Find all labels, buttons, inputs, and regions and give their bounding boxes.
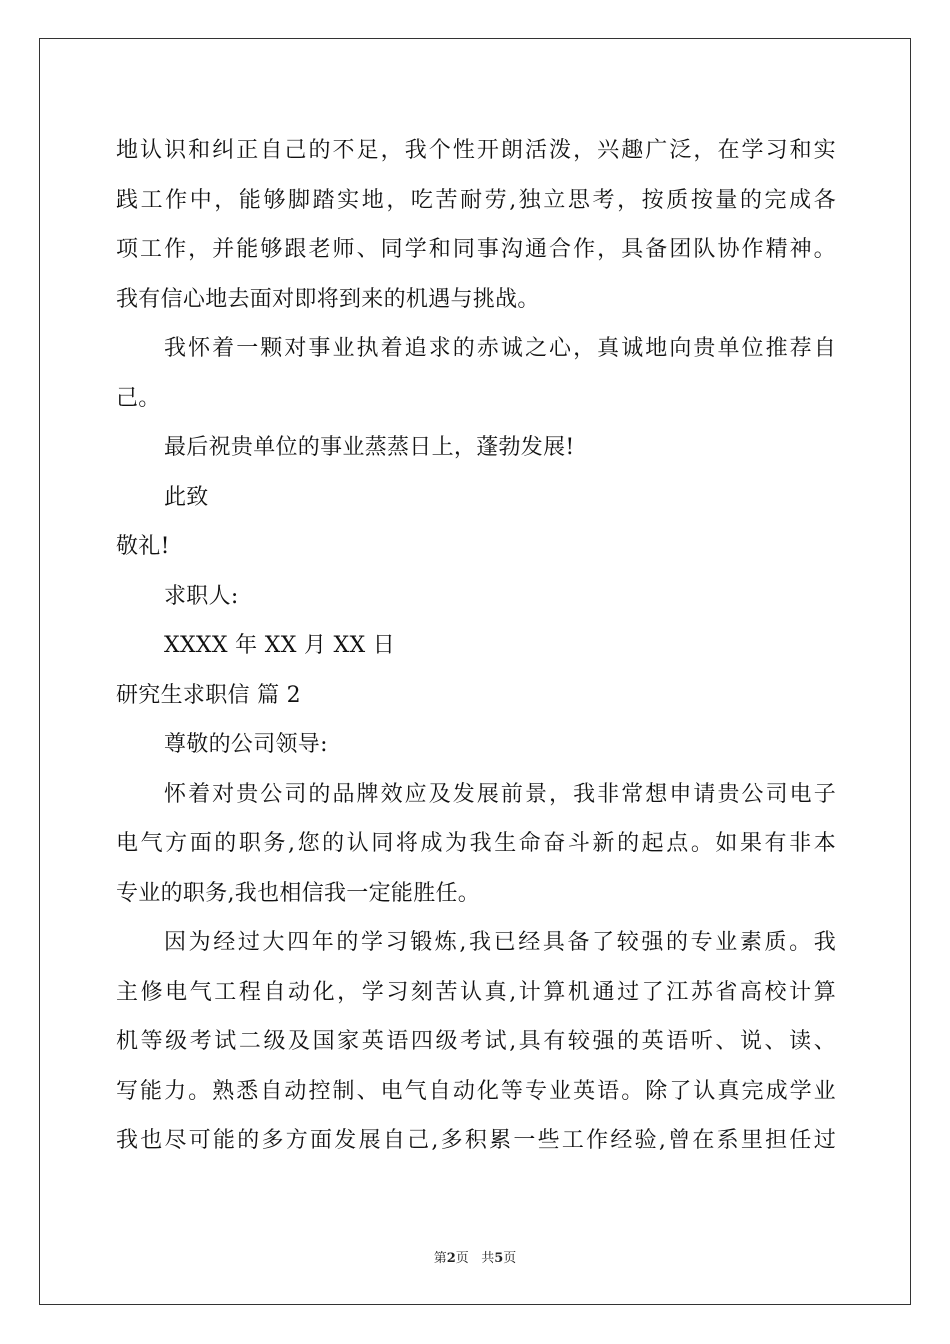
text-line: 电气方面的职务,您的认同将成为我生命奋斗新的起点。如果有非本 [116, 831, 836, 856]
text-line: 项工作，并能够跟老师、同学和同事沟通合作，具备团队协作精神。 [116, 237, 836, 262]
page-footer [0, 1247, 950, 1266]
page-total: 5 [494, 1251, 504, 1266]
text-line: 写能力。熟悉自动控制、电气自动化等专业英语。除了认真完成学业 [116, 1078, 836, 1104]
text-line: 己。 [116, 385, 161, 411]
signature-label: 求职人: [164, 583, 239, 609]
text-line: 主修电气工程自动化，学习刻苦认真,计算机通过了江苏省高校计算 [116, 979, 836, 1005]
closing-regards: 敬礼! [116, 534, 170, 559]
text-line: 机等级考试二级及国家英语四级考试,具有较强的英语听、说、读、 [116, 1029, 836, 1054]
text-line: 践工作中，能够脚踏实地，吃苦耐劳,独立思考，按质按量的完成各 [116, 187, 836, 213]
text-line: 我也尽可能的多方面发展自己,多积累一些工作经验,曾在系里担任过 [116, 1128, 836, 1153]
text-line: 我有信心地去面对即将到来的机遇与挑战。 [116, 286, 540, 312]
text-line: 因为经过大四年的学习锻炼,我已经具备了较强的专业素质。我 [164, 930, 836, 955]
document-body [116, 126, 836, 1166]
greeting: 尊敬的公司领导: [164, 732, 328, 757]
text-line: 地认识和纠正自己的不足，我个性开朗活泼，兴趣广泛，在学习和实 [116, 138, 836, 163]
page-current: 2 [446, 1251, 456, 1266]
total-suffix: 页 [503, 1251, 517, 1266]
text-line: 怀着对贵公司的品牌效应及发展前景，我非常想申请贵公司电子 [164, 781, 836, 807]
text-line: 我怀着一颗对事业执着追求的赤诚之心，真诚地向贵单位推荐自 [164, 336, 836, 361]
text-line: 最后祝贵单位的事业蒸蒸日上，蓬勃发展! [164, 435, 575, 460]
closing-salutation: 此致 [164, 484, 209, 510]
text-line: 专业的职务,我也相信我一定能胜任。 [116, 880, 481, 906]
section-heading: 研究生求职信 篇 2 [116, 682, 301, 708]
total-prefix: 共 [481, 1251, 495, 1266]
page-suffix: 页 [455, 1251, 469, 1266]
page-prefix: 第 [433, 1251, 447, 1266]
date-line: XXXX 年 XX 月 XX 日 [164, 633, 396, 658]
